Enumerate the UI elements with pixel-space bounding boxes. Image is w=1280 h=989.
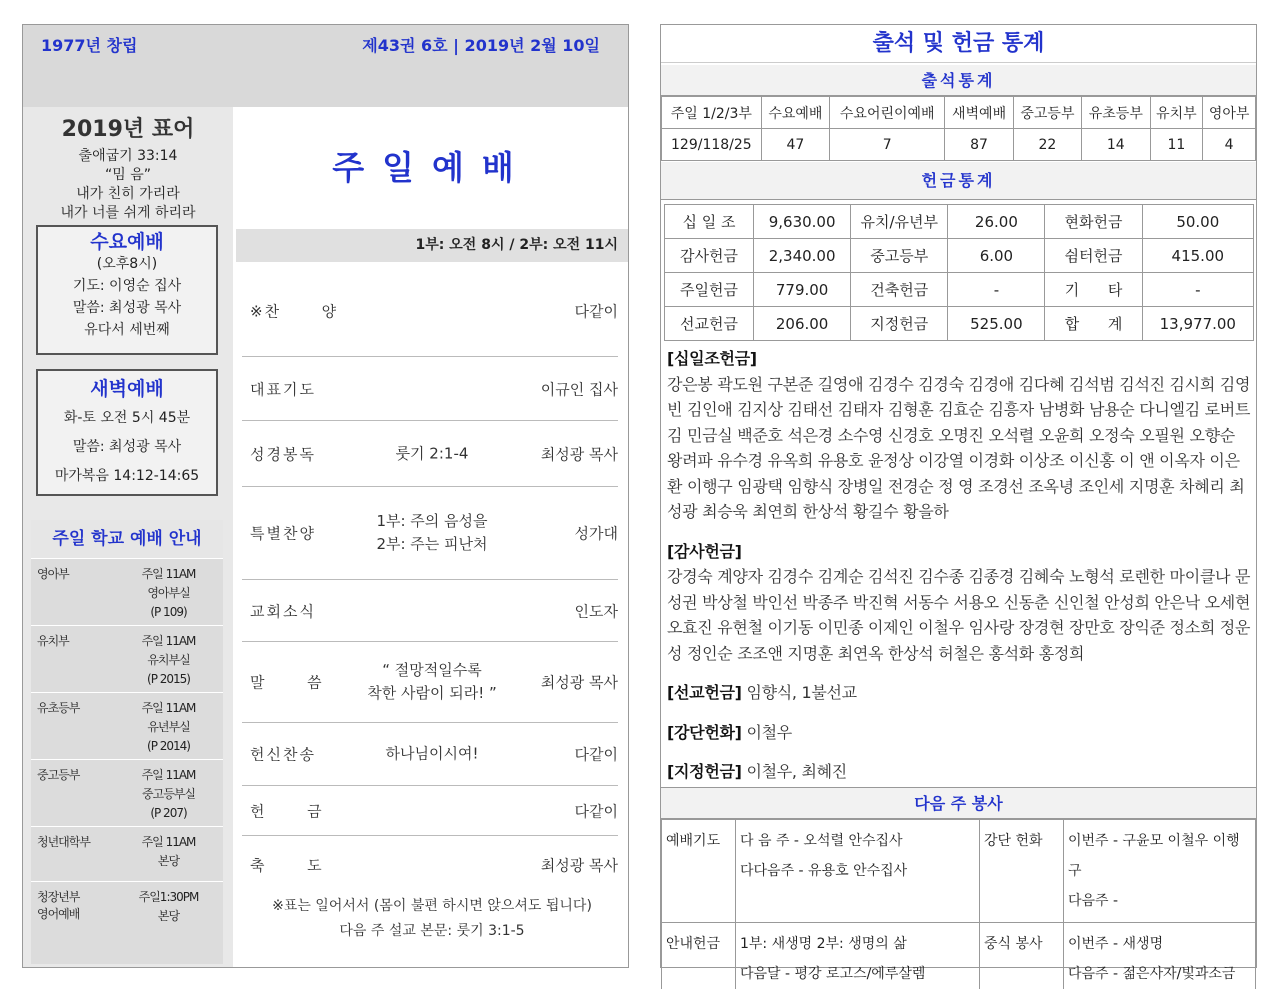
offering-amount: -	[1142, 273, 1253, 307]
attendance-value: 7	[830, 129, 945, 161]
school-time: 주일 11AM	[141, 634, 196, 648]
attendance-header: 중고등부	[1013, 97, 1081, 129]
order-leader: 최성광 목사	[540, 673, 618, 692]
order-detail: 하나님이시여!	[385, 744, 479, 763]
designated-list	[667, 759, 1253, 785]
order-of-worship	[236, 262, 628, 967]
dawn-text: 마가복음 14:12-14:65	[54, 468, 200, 484]
school-room: 유치부실	[147, 653, 190, 667]
motto-line: 내가 친히 가리라	[76, 186, 180, 202]
wednesday-service-box	[36, 225, 218, 355]
dawn-service-box	[36, 369, 218, 496]
donor-lists	[667, 346, 1253, 799]
order-detail: 룻기 2:1-4	[395, 444, 469, 462]
offering-row	[665, 273, 1254, 307]
offering-amount: 415.00	[1142, 239, 1253, 273]
worship-order-row	[242, 836, 618, 893]
standing-note: ※표는 일어서서 (몸이 불편 하시면 앉으셔도 됩니다)	[272, 898, 592, 914]
school-dept: 청장년부 영어예배	[37, 890, 80, 921]
offering-amount: 50.00	[1142, 205, 1253, 239]
flower-label: 강단 헌화	[980, 820, 1064, 923]
attendance-header: 유치부	[1150, 97, 1203, 129]
left-sidebar	[23, 107, 233, 967]
school-room: 영아부실	[147, 586, 190, 600]
designated-label: [지정헌금]	[667, 762, 742, 781]
order-leader: 최성광 목사	[540, 445, 618, 463]
order-leader: 이규인 집사	[540, 380, 618, 398]
mission-list	[667, 680, 1253, 706]
offering-row	[665, 205, 1254, 239]
worship-order-row	[242, 421, 618, 487]
school-room: 중고등부실	[142, 787, 195, 801]
attendance-value: 4	[1203, 129, 1256, 161]
offering-row	[665, 307, 1254, 341]
school-dept: 유치부	[37, 634, 69, 648]
wednesday-text: 유다서 세번째	[84, 322, 170, 338]
attendance-value: 11	[1150, 129, 1203, 161]
worship-order-row	[242, 580, 618, 642]
order-item: 헌 금	[250, 802, 324, 820]
prayer-next: 다 음 주 - 오석렬 안수집사	[740, 833, 903, 849]
school-room-number: (P 2014)	[147, 739, 190, 753]
meal-label: 중식 봉사	[980, 923, 1064, 989]
offering-amount: 525.00	[948, 307, 1045, 341]
next-week-service-title: 다음 주 봉사	[661, 787, 1256, 819]
dawn-time: 화-토 오전 5시 45분	[63, 410, 191, 426]
sunday-school-title: 주일 학교 예배 안내	[31, 520, 223, 558]
pulpit-label: [강단헌화]	[667, 722, 742, 742]
mission-label: [선교헌금]	[667, 683, 742, 702]
flower-next-week: 다음주 -	[1068, 893, 1119, 909]
order-item: 성경봉독	[250, 445, 316, 463]
order-leader: 최성광 목사	[540, 856, 618, 874]
tithe-list	[667, 346, 1253, 525]
attendance-header: 주일 1/2/3부	[662, 97, 762, 129]
attendance-header: 수요어린이예배	[830, 97, 945, 129]
wednesday-title: 수요예배	[90, 231, 164, 253]
issue-date: 제43권 6호 | 2019년 2월 10일	[362, 36, 600, 55]
offering-amount: 779.00	[754, 273, 851, 307]
order-item: 교회소식	[250, 602, 316, 620]
school-dept: 청년대학부	[37, 835, 90, 849]
school-info	[121, 888, 216, 926]
motto-word: “밈 음”	[104, 167, 151, 183]
prayer-after-next: 다다음주 - 유용호 안수집사	[740, 863, 908, 879]
wednesday-time: (오후8시)	[96, 256, 158, 272]
school-info	[121, 699, 216, 756]
order-item: 말 씀	[250, 673, 324, 692]
offering-category: 현화헌금	[1045, 205, 1142, 239]
attendance-value: 129/118/25	[662, 129, 762, 161]
offering-amount: 9,630.00	[754, 205, 851, 239]
motto-reference: 출애굽기 33:14	[78, 148, 178, 164]
worship-order-row	[242, 266, 618, 357]
mission-names: 임향식, 1불선교	[741, 683, 857, 702]
attendance-header: 유초등부	[1082, 97, 1150, 129]
order-leader: 다같이	[574, 745, 618, 764]
worship-order-row	[242, 487, 618, 580]
order-footer	[236, 894, 628, 944]
offering-amount: 206.00	[754, 307, 851, 341]
order-leader: 다같이	[574, 302, 618, 321]
dawn-sermon: 말씀: 최성광 목사	[72, 439, 182, 455]
sunday-school-guide	[31, 520, 223, 964]
school-room-number: (P 2015)	[147, 672, 190, 686]
order-leader: 인도자	[574, 602, 618, 620]
offering-amount: 26.00	[948, 205, 1045, 239]
school-room: 유년부실	[147, 720, 190, 734]
worship-order-row	[242, 642, 618, 723]
prayer-assignments	[736, 820, 980, 923]
school-room-number: (P 109)	[150, 605, 187, 619]
meal-next-week: 다음주 - 젊은사자/빛과소금	[1068, 966, 1236, 982]
tithe-label: [십일조헌금]	[667, 349, 757, 368]
offering-category: 주일헌금	[665, 273, 754, 307]
order-item: 축 도	[250, 856, 324, 874]
attendance-title: 출석통계	[661, 65, 1256, 96]
offering-category: 쉼터헌금	[1045, 239, 1142, 273]
school-time: 주일 11AM	[141, 835, 196, 849]
offering-amount: 6.00	[948, 239, 1045, 273]
school-row	[31, 625, 223, 692]
school-time: 주일 11AM	[141, 567, 196, 581]
stats-page-title: 출석 및 헌금 통계	[661, 25, 1256, 63]
school-row	[31, 826, 223, 881]
thanks-label: [감사헌금]	[667, 541, 742, 561]
offering-category: 기 타	[1045, 273, 1142, 307]
offering-amount: 2,340.00	[754, 239, 851, 273]
offering-amount: -	[948, 273, 1045, 307]
offering-category: 유치/유년부	[851, 205, 948, 239]
pulpit-list	[667, 720, 1253, 746]
prayer-label: 예배기도	[662, 820, 736, 923]
order-item: 특별찬양	[250, 524, 316, 543]
school-row	[31, 881, 223, 947]
offering-category: 합 계	[1045, 307, 1142, 341]
attendance-value: 14	[1082, 129, 1150, 161]
order-detail: “ 절망적일수록 착한 사람이 되라! ”	[367, 661, 497, 702]
motto-title: 2019년 표어	[61, 117, 195, 142]
motto-line: 내가 너를 쉬게 하리라	[60, 205, 196, 221]
attendance-table	[661, 96, 1256, 161]
worship-order-row	[242, 786, 618, 836]
school-time: 주일1:30PM	[138, 890, 199, 904]
offering-category: 중고등부	[851, 239, 948, 273]
attendance-header: 영아부	[1203, 97, 1256, 129]
guide-assignments	[736, 923, 980, 989]
next-sermon-text: 다음 주 설교 본문: 룻기 3:1-5	[339, 923, 525, 939]
school-info	[121, 833, 216, 871]
attendance-header: 수요예배	[761, 97, 829, 129]
school-room: 본당	[157, 909, 180, 923]
school-room: 본당	[157, 854, 180, 868]
attendance-value: 22	[1013, 129, 1081, 161]
guide-label: 안내헌금	[662, 923, 736, 989]
school-row	[31, 759, 223, 826]
wednesday-sermon: 말씀: 최성광 목사	[72, 300, 182, 316]
school-info	[121, 565, 216, 622]
dawn-title: 새벽예배	[90, 378, 164, 400]
flower-assignments	[1064, 820, 1256, 923]
school-info	[121, 632, 216, 689]
school-time: 주일 11AM	[141, 768, 196, 782]
designated-names: 이철우, 최혜진	[741, 762, 847, 781]
attendance-header: 새벽예배	[945, 97, 1013, 129]
offering-category: 선교헌금	[665, 307, 754, 341]
offering-category: 건축헌금	[851, 273, 948, 307]
tithe-names: 강은봉 곽도원 구본준 길영애 김경수 김경숙 김경애 김다혜 김석범 김석진 김시희 김영빈 김인애 김지상 김태선 김태자 김형훈 김효순 김흥자 남병화 남용순 다니엘김 로버트김 민금실 백준호 석은경 소수영 신경호 오명진 오석렬 오윤희 오정숙 오필원 오향순 왕려파 유수경 유옥희 유용호 윤정상 이강열 이경화 이상조 이신홍 이 앤 이옥자 이은환 이행구 임광택 임향식 장병일 전경순 정 영 조경선 조옥녕 조인세 지명훈 차혜리 최성광 최승욱 최연희 한상석 황길수 황을하	[667, 374, 1251, 521]
offering-category: 감사헌금	[665, 239, 754, 273]
wednesday-prayer: 기도: 이영순 집사	[72, 278, 182, 294]
school-dept: 영아부	[37, 567, 69, 581]
offering-amount: 13,977.00	[1142, 307, 1253, 341]
motto-block	[23, 113, 233, 223]
attendance-value: 87	[945, 129, 1013, 161]
order-detail: 1부: 주의 음성을 2부: 주는 피난처	[376, 512, 488, 553]
offering-title: 헌금통계	[661, 162, 1256, 200]
worship-order-row	[242, 723, 618, 786]
order-item: 헌신찬송	[250, 745, 316, 764]
offering-row	[665, 239, 1254, 273]
bulletin-header	[23, 25, 628, 107]
school-info	[121, 766, 216, 823]
guide-this-week: 1부: 새생명 2부: 생명의 삶	[740, 936, 907, 952]
worship-order-row	[242, 357, 618, 421]
school-time: 주일 11AM	[141, 701, 196, 715]
attendance-value: 47	[761, 129, 829, 161]
thanks-list	[667, 539, 1253, 667]
offering-category: 지정헌금	[851, 307, 948, 341]
flower-this-week: 이번주 - 구윤모 이철우 이행구	[1068, 833, 1240, 879]
order-leader: 다같이	[574, 802, 618, 820]
bulletin-front-page	[22, 24, 629, 968]
guide-next-month: 다음달 - 평강 로고스/에루살렘	[740, 966, 926, 982]
school-dept: 중고등부	[37, 768, 80, 782]
service-times: 1부: 오전 8시 / 2부: 오전 11시	[236, 229, 628, 262]
thanks-names: 강경숙 계양자 김경수 김계순 김석진 김수종 김종경 김혜숙 노형석 로렌한 마이클나 문성권 박상철 박인선 박종주 박진혁 서동수 서용오 신동춘 신인철 안성희 안은낙 오세현 오효진 유현철 이기동 이민종 이제인 이철우 임사랑 장경현 장만호 장익준 정소희 정운성 정인순 조조앤 지명훈 최연옥 한상석 허철은 홍석화 홍정희	[667, 567, 1251, 663]
meal-this-week: 이번주 - 새생명	[1068, 936, 1164, 952]
bulletin-stats-page	[660, 24, 1257, 982]
meal-assignments	[1064, 923, 1256, 989]
school-room-number: (P 207)	[150, 806, 187, 820]
order-leader: 성가대	[574, 524, 618, 543]
offering-table	[664, 204, 1254, 341]
next-week-service-table	[661, 819, 1256, 989]
school-row	[31, 558, 223, 625]
pulpit-names: 이철우	[741, 722, 792, 742]
school-dept: 유초등부	[37, 701, 80, 715]
order-item: 대표기도	[250, 380, 316, 398]
school-row	[31, 692, 223, 759]
order-item: ※찬 양	[250, 302, 339, 321]
sunday-service-title: 주일예배	[236, 107, 628, 229]
offering-category: 십 일 조	[665, 205, 754, 239]
founded-year: 1977년 창립	[41, 36, 138, 55]
